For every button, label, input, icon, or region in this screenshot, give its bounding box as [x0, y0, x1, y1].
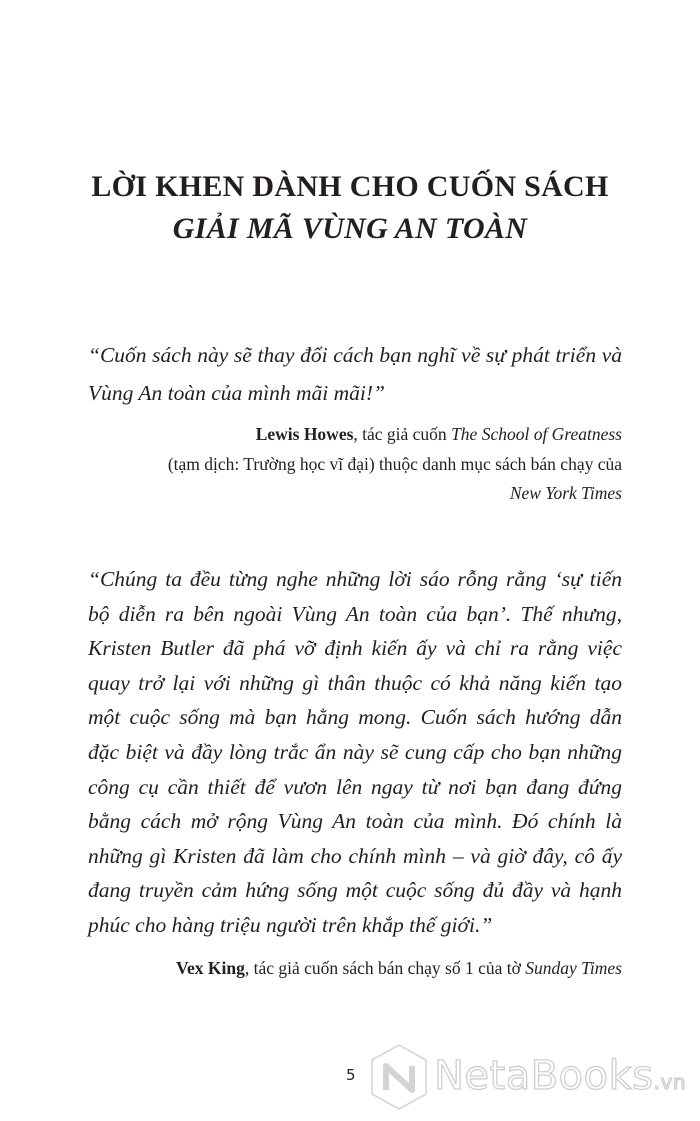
hexagon-n-icon	[368, 1042, 430, 1112]
attribution-author: Lewis Howes	[255, 424, 354, 444]
quote-2-attribution	[176, 956, 622, 980]
quote-1-attribution	[168, 420, 622, 509]
attribution-text: (tạm dịch: Trường học vĩ đại) thuộc danh mục sách bán chạy của	[167, 453, 622, 474]
quote-line: những gì Kristen đã làm cho chính mình – và giờ đây, cô ấy	[88, 843, 622, 868]
quote-line: quay trở lại với những gì thân thuộc có khả năng kiến tạo	[88, 670, 622, 695]
quote-line: đặc biệt và đầy lòng trắc ẩn này sẽ cung cấp cho bạn những	[88, 739, 622, 764]
quote-line: bằng cách mở rộng Vùng An toàn của mình. Đó chính là	[88, 809, 622, 834]
watermark-logo	[368, 1042, 694, 1112]
attribution-text: , tác giả cuốn sách bán chạy số 1 của tờ	[244, 958, 526, 978]
book-title: GIẢI MÃ VÙNG AN TOÀN	[172, 212, 528, 245]
quote-line: “Chúng ta đều từng nghe những lời sáo rỗng rằng ‘sự tiến	[88, 567, 622, 591]
quote-line: Kristen Butler đã phá vỡ định kiến ấy và chỉ ra rằng việc	[88, 636, 622, 661]
attribution-publication: New York Times	[509, 483, 622, 503]
quote-line: “Cuốn sách này sẽ thay đổi cách bạn nghĩ về sự phát triển và	[88, 343, 622, 367]
quote-2	[88, 562, 622, 943]
attribution-publication: Sunday Times	[525, 958, 622, 978]
page-title: LỜI KHEN DÀNH CHO CUỐN SÁCH	[91, 170, 609, 203]
watermark-brand: NetaBooks	[434, 1053, 654, 1099]
page-number: 5	[346, 1066, 356, 1084]
watermark-suffix: .vn	[653, 1070, 686, 1094]
attribution-book: The School of Greatness	[451, 424, 622, 444]
quote-line: một cuộc sống mà bạn hằng mong. Cuốn sách hướng dẫn	[88, 705, 622, 730]
quote-1	[88, 336, 622, 412]
quote-line: bộ diễn ra bên ngoài Vùng An toàn của bạn’. Thế nhưng,	[88, 601, 622, 626]
quote-line: Vùng An toàn của mình mãi mãi!”	[88, 381, 386, 405]
quote-line: đang truyền cảm hứng sống một cuộc sống đủ đầy và hạnh	[88, 878, 622, 903]
quote-line: phúc cho hàng triệu người trên khắp thế giới.”	[88, 912, 493, 937]
attribution-author: Vex King	[175, 958, 245, 978]
attribution-text: , tác giả cuốn	[353, 424, 452, 444]
quote-line: công cụ cần thiết để vươn lên ngay từ nơi bạn đang đứng	[88, 774, 622, 799]
